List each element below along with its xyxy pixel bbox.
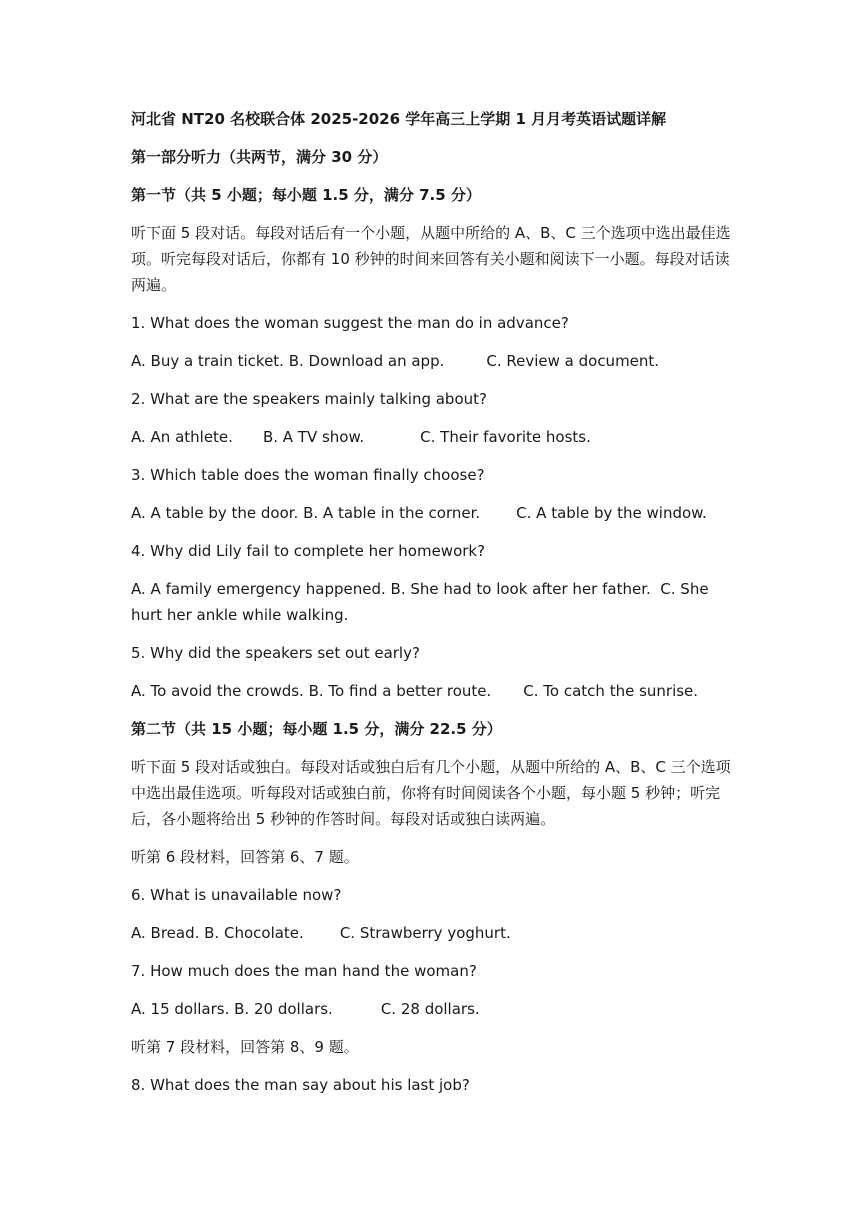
question-4-options [131,576,741,628]
question-6-stem: 6. What is unavailable now? [131,886,342,904]
section2-heading: 第二节（共 15 小题；每小题 1.5 分，满分 22.5 分） [131,720,502,738]
question-7-option-b: B. 20 dollars. [234,1000,333,1018]
question-6-options [131,920,741,946]
question-5-option-a: A. To avoid the crowds. [131,682,304,700]
question-1-option-b: B. Download an app. [288,352,445,370]
question-3-option-a: A. A table by the door. [131,504,299,522]
question-3-stem: 3. Which table does the woman finally choose? [131,466,485,484]
question-1-options [131,348,741,374]
question-1-stem: 1. What does the woman suggest the man do in advance? [131,314,569,332]
question-3-option-b: B. A table in the corner. [303,504,481,522]
material-7-note: 听第 7 段材料，回答第 8、9 题。 [131,1038,359,1056]
question-5-stem: 5. Why did the speakers set out early? [131,644,420,662]
question-6-option-b: B. Chocolate. [204,924,304,942]
question-7-options [131,996,741,1022]
section1-heading: 第一节（共 5 小题；每小题 1.5 分，满分 7.5 分） [131,186,481,204]
part1-heading: 第一部分听力（共两节，满分 30 分） [131,148,388,166]
question-3-option-c: C. A table by the window. [516,504,707,522]
question-4-option-a: A. A family emergency happened. [131,580,386,598]
question-2-options [131,424,741,450]
question-6-option-c: C. Strawberry yoghurt. [339,924,511,942]
question-5-option-c: C. To catch the sunrise. [523,682,699,700]
question-1-option-a: A. Buy a train ticket. [131,352,284,370]
question-8-stem: 8. What does the man say about his last job? [131,1076,470,1094]
question-5-option-b: B. To find a better route. [308,682,492,700]
question-2-option-b: B. A TV show. [262,428,365,446]
question-6-option-a: A. Bread. [131,924,200,942]
question-1-option-c: C. Review a document. [486,352,660,370]
question-4-stem: 4. Why did Lily fail to complete her homework? [131,542,486,560]
question-4-option-c: C. She hurt her ankle while walking. [131,580,709,624]
question-2-option-c: C. Their favorite hosts. [420,428,591,446]
question-2-stem: 2. What are the speakers mainly talking about? [131,390,487,408]
question-7-option-a: A. 15 dollars. [131,1000,230,1018]
material-6-note: 听第 6 段材料，回答第 6、7 题。 [131,848,359,866]
question-4-option-b: B. She had to look after her father. [390,580,651,598]
section1-instructions: 听下面 5 段对话。每段对话后有一个小题，从题中所给的 A、B、C 三个选项中选出最佳选项。听完每段对话后，你都有 10 秒钟的时间来回答有关小题和阅读下一小题。每段对话读两遍。 [131,224,731,294]
question-2-option-a: A. An athlete. [131,428,233,446]
document-title: 河北省 NT20 名校联合体 2025-2026 学年高三上学期 1 月月考英语试题详解 [131,110,667,128]
question-7-option-c: C. 28 dollars. [380,1000,480,1018]
document-content [131,106,741,1110]
section2-instructions: 听下面 5 段对话或独白。每段对话或独白后有几个小题，从题中所给的 A、B、C 三个选项中选出最佳选项。听每段对话或独白前，你将有时间阅读各个小题，每小题 5 秒钟；听完后，各小题将给出 5 秒钟的作答时间。每段对话或独白读两遍。 [131,758,731,828]
question-3-options [131,500,741,526]
question-5-options [131,678,741,704]
question-7-stem: 7. How much does the man hand the woman? [131,962,477,980]
